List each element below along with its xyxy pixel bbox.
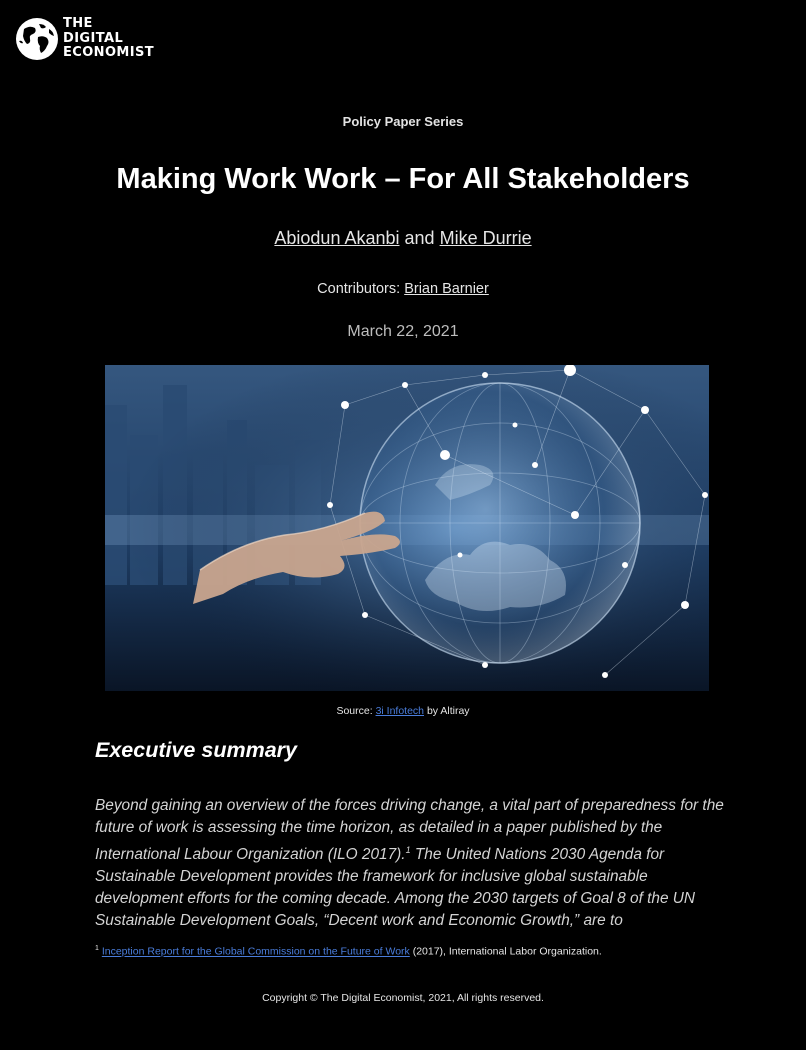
author-link-akanbi[interactable]: Abiodun Akanbi	[274, 228, 400, 248]
caption-source-link[interactable]: 3i Infotech	[375, 705, 425, 717]
summary-text-part1: Beyond gaining an overview of the forces driving change, a vital part of preparedness for the future of work is assessing the time horizon, as detailed in a paper published by the International Labour Organization (ILO 2017).	[95, 797, 724, 864]
hero-image	[105, 365, 709, 691]
authors-and: and	[404, 228, 435, 248]
footnote-link[interactable]: Inception Report for the Global Commission on the Future of Work	[101, 945, 410, 958]
caption-suffix: by Altiray	[426, 705, 470, 717]
footnote	[95, 945, 602, 958]
footnote-mark: 1	[95, 945, 99, 952]
summary-text-part2: The United Nations 2030 Agenda for Sustainable Development provides the framework for inclusive global sustainable development efforts for the coming decade. Among the 2030 targets of Goal 8 of the UN Sustainable Development Goals, “Decent work and Economic Growth,” are to	[95, 846, 696, 930]
authors-line	[0, 228, 806, 249]
logo-line-3: ECONOMIST	[63, 45, 155, 61]
series-label: Policy Paper Series	[342, 114, 464, 129]
footnote-ref[interactable]: 1	[405, 845, 411, 855]
copyright-footer: Copyright © The Digital Economist, 2021, All rights reserved.	[262, 992, 544, 1004]
page-title: Making Work Work – For All Stakeholders	[116, 163, 690, 195]
author-link-durrie[interactable]: Mike Durrie	[439, 228, 532, 248]
image-caption	[0, 705, 806, 717]
logo-line-1: THE	[63, 16, 93, 32]
logo[interactable]	[15, 17, 154, 61]
section-heading: Executive summary	[95, 738, 297, 762]
summary-paragraph	[95, 795, 727, 932]
logo-wordmark	[63, 17, 154, 61]
logo-line-2: DIGITAL	[63, 30, 124, 46]
publish-date: March 22, 2021	[347, 323, 459, 340]
caption-prefix: Source:	[336, 705, 373, 717]
contributors-label: Contributors:	[317, 281, 401, 297]
globe-logo-icon	[15, 17, 59, 61]
contributors-line	[0, 281, 806, 297]
footnote-rest: (2017), International Labor Organization.	[409, 945, 602, 958]
contributor-link-barnier[interactable]: Brian Barnier	[404, 281, 489, 297]
